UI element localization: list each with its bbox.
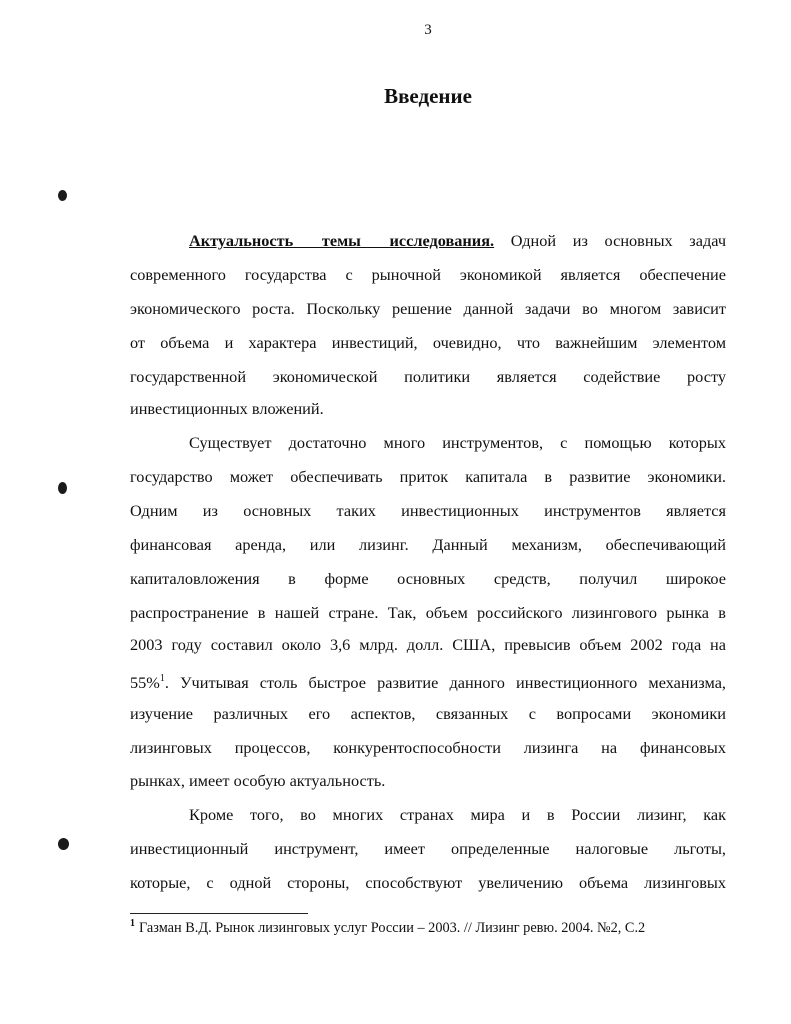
paragraph-2-line-7: 2003 году составил около 3,6 млрд. долл. США, превысив объем 2002 года на bbox=[130, 635, 726, 654]
scan-hole-mark bbox=[58, 190, 67, 201]
paragraph-2-line-8 bbox=[130, 669, 726, 693]
text-span: 55% bbox=[130, 673, 160, 692]
paragraph-1-line-2: современного государства с рыночной экономикой является обеспечение bbox=[130, 265, 726, 284]
paragraph-2-line-1: Существует достаточно много инструментов, с помощью которых bbox=[189, 433, 726, 452]
scan-hole-mark bbox=[58, 482, 67, 494]
page-title: Введение bbox=[384, 84, 472, 108]
footnote-mark: 1 bbox=[130, 918, 135, 929]
paragraph-2-line-5: капиталовложения в форме основных средств, получил широкое bbox=[130, 569, 726, 588]
paragraph-3-line-3: которые, с одной стороны, способствуют увеличению объема лизинговых bbox=[130, 873, 726, 892]
paragraph-2-line-9: изучение различных его аспектов, связанных с вопросами экономики bbox=[130, 704, 726, 723]
section-heading: Актуальность темы исследования. bbox=[189, 231, 495, 250]
footnote-text: Газман В.Д. Рынок лизинговых услуг России – 2003. // Лизинг ревю. 2004. №2, С.2 bbox=[139, 920, 646, 936]
paragraph-1-line-3: экономического роста. Поскольку решение данной задачи во многом зависит bbox=[130, 299, 726, 318]
paragraph-1-line-4: от объема и характера инвестиций, очевидно, что важнейшим элементом bbox=[130, 333, 726, 352]
paragraph-2-line-3: Одним из основных таких инвестиционных инструментов является bbox=[130, 501, 726, 520]
paragraph-2-line-2: государство может обеспечивать приток капитала в развитие экономики. bbox=[130, 467, 726, 486]
paragraph-2-line-6: распространение в нашей стране. Так, объем российского лизингового рынка в bbox=[130, 603, 726, 622]
paragraph-2-line-11: рынках, имеет особую актуальность. bbox=[130, 771, 386, 790]
paragraph-1-line-6: инвестиционных вложений. bbox=[130, 399, 324, 418]
footnote-reference: 1 bbox=[159, 673, 165, 684]
footnote-divider bbox=[130, 913, 308, 914]
paragraph-1-line-1 bbox=[189, 231, 726, 251]
paragraph-2-line-4: финансовая аренда, или лизинг. Данный механизм, обеспечивающий bbox=[130, 535, 726, 554]
page-number: 3 bbox=[424, 22, 432, 38]
scan-hole-mark bbox=[58, 838, 69, 850]
paragraph-3-line-1: Кроме того, во многих странах мира и в России лизинг, как bbox=[189, 805, 726, 824]
text-span: Одной из основных задач bbox=[510, 231, 727, 250]
paragraph-3-line-2: инвестиционный инструмент, имеет определенные налоговые льготы, bbox=[130, 839, 726, 858]
text-span: . Учитывая столь быстрое развитие данного инвестиционного механизма, bbox=[164, 673, 726, 692]
footnote bbox=[130, 918, 645, 937]
paragraph-1-line-5: государственной экономической политики является содействие росту bbox=[130, 367, 726, 386]
paragraph-2-line-10: лизинговых процессов, конкурентоспособности лизинга на финансовых bbox=[130, 738, 726, 757]
